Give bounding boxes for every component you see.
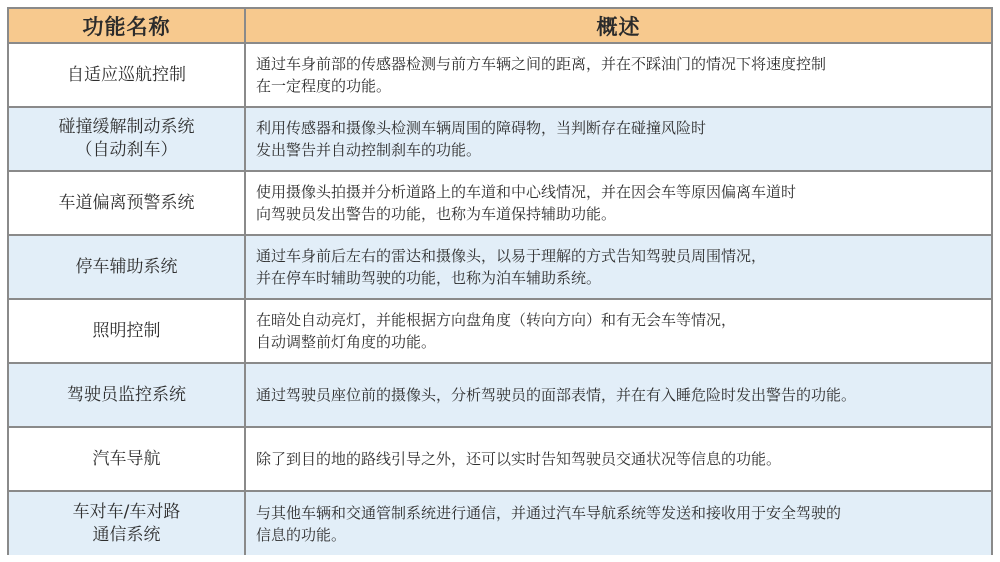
feature-overview-line: 除了到目的地的路线引导之外，还可以实时告知驾驶员交通状况等信息的功能。 (256, 450, 782, 468)
feature-overview-cell (245, 43, 991, 107)
feature-overview-cell (245, 427, 991, 491)
feature-overview-line: 信息的功能。 (256, 525, 347, 544)
feature-name-line: 通信系统 (92, 524, 161, 545)
feature-name-cell (9, 363, 245, 427)
feature-overview-cell (245, 107, 991, 171)
feature-name-cell (9, 299, 245, 363)
table-row (9, 363, 991, 427)
feature-overview-line: 在暗处自动亮灯，并能根据方向盘角度（转向方向）和有无会车等情况， (256, 311, 737, 329)
header-overview: 概述 (245, 9, 991, 43)
table-row (9, 235, 991, 299)
feature-name-line: 自适应巡航控制 (67, 64, 186, 85)
table-row (9, 491, 991, 555)
feature-overview-cell (245, 491, 991, 555)
feature-name-cell (9, 427, 245, 491)
feature-overview-line: 自动调整前灯角度的功能。 (256, 333, 437, 351)
feature-name-line: 汽车导航 (92, 448, 161, 469)
feature-overview-line: 通过驾驶员座位前的摄像头，分析驾驶员的面部表情，并在有入睡危险时发出警告的功能。 (256, 386, 857, 404)
header-feature-name: 功能名称 (9, 9, 245, 43)
feature-overview-cell (245, 299, 991, 363)
table-row (9, 299, 991, 363)
table-body (9, 43, 991, 555)
feature-overview-line: 在一定程度的功能。 (256, 77, 392, 95)
feature-name-cell (9, 171, 245, 235)
table-row (9, 171, 991, 235)
feature-overview-line: 通过车身前后左右的雷达和摄像头，以易于理解的方式告知驾驶员周围情况， (256, 247, 767, 265)
feature-name-line: 碰撞缓解制动系统 (58, 117, 195, 137)
feature-overview-line: 使用摄像头拍摄并分析道路上的车道和中心线情况，并在因会车等原因偏离车道时 (256, 183, 797, 201)
feature-name-cell (9, 491, 245, 555)
feature-name-line: 车对车/车对路 (72, 501, 181, 522)
feature-name-cell (9, 235, 245, 299)
feature-name-cell (9, 107, 245, 171)
feature-overview-line: 向驾驶员发出警告的功能，也称为车道保持辅助功能。 (256, 205, 617, 223)
feature-overview-line: 通过车身前部的传感器检测与前方车辆之间的距离，并在不踩油门的情况下将速度控制 (256, 55, 827, 73)
feature-overview-line: 利用传感器和摄像头检测车辆周围的障碍物，当判断存在碰撞风险时 (256, 119, 707, 137)
feature-overview-line: 并在停车时辅助驾驶的功能，也称为泊车辅助系统。 (256, 269, 602, 287)
feature-name-line: 照明控制 (92, 320, 161, 341)
feature-table (9, 9, 991, 555)
feature-name-cell (9, 43, 245, 107)
feature-overview-cell (245, 235, 991, 299)
header-row (9, 9, 991, 43)
feature-overview-cell (245, 171, 991, 235)
table-row (9, 43, 991, 107)
feature-table-frame (7, 7, 993, 555)
feature-name-line: （自动刹车） (75, 140, 178, 160)
feature-name-line: 驾驶员监控系统 (67, 384, 186, 405)
feature-name-line: 车道偏离预警系统 (58, 192, 195, 213)
table-row (9, 427, 991, 491)
feature-overview-line: 发出警告并自动控制刹车的功能。 (256, 141, 482, 159)
feature-name-line: 停车辅助系统 (75, 256, 178, 277)
table-row (9, 107, 991, 171)
feature-overview-cell (245, 363, 991, 427)
feature-overview-line: 与其他车辆和交通管制系统进行通信，并通过汽车导航系统等发送和接收用于安全驾驶的 (256, 503, 842, 522)
